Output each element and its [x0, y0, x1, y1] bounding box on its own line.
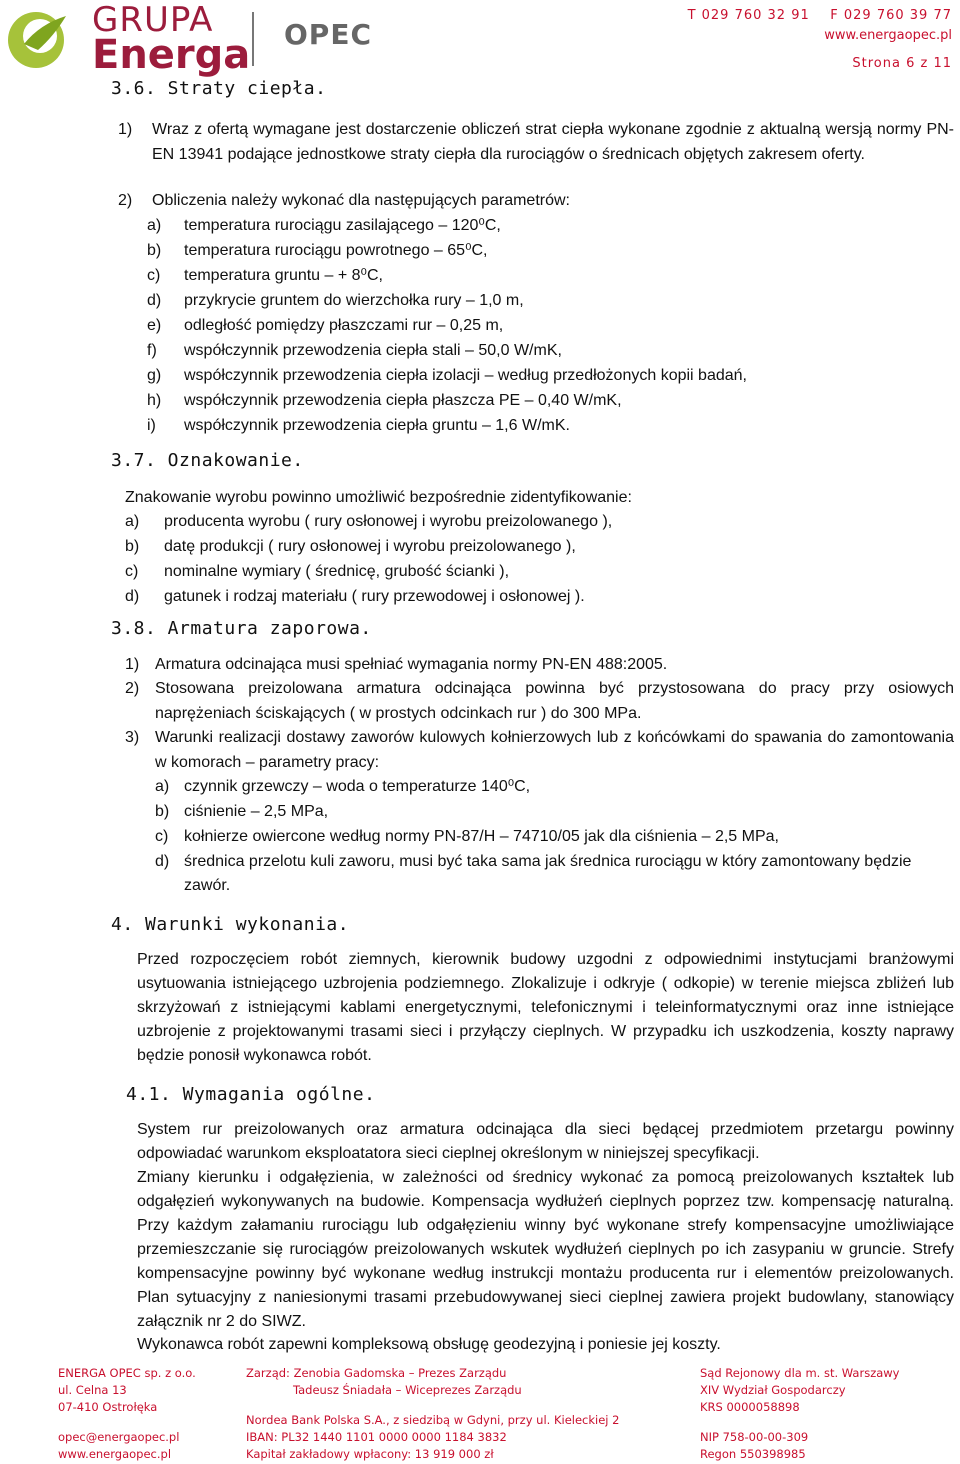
paragraph-geodesy: Wykonawca robót zapewni kompleksową obsługę geodezyjną i poniesie jej koszty. [137, 1336, 721, 1353]
footer-nip: NIP 758-00-00-309 [700, 1430, 809, 1444]
list-item-label: h) [147, 392, 162, 409]
list-item: nominalne wymiary ( średnicę, grubość ścianki ), [164, 563, 510, 580]
header-phone-fax: T 029 760 32 91 F 029 760 39 77 [687, 8, 952, 23]
header-website-link[interactable]: www.energaopec.pl [824, 28, 952, 43]
list-item: gatunek i rodzaj materiału ( rury przewodowej i osłonowej ). [164, 588, 585, 605]
paragraph-calc-params-intro: Obliczenia należy wykonać dla następujących parametrów: [152, 192, 570, 209]
list-item-label: d) [147, 292, 162, 309]
list-item-label: d) [125, 588, 140, 605]
list-number: 2) [118, 192, 133, 209]
section-heading-3-8: 3.8. Armatura zaporowa. [111, 618, 372, 639]
list-item-label: f) [147, 342, 157, 359]
list-item-label: d) [155, 853, 170, 870]
list-item-label: a) [147, 217, 162, 234]
footer-website-link[interactable]: www.energaopec.pl [58, 1447, 172, 1461]
list-item: datę produkcji ( rury osłonowej i wyrobu preizolowanego ), [164, 538, 576, 555]
footer-capital: Kapitał zakładowy wpłacony: 13 919 000 zł [246, 1447, 494, 1461]
list-item: średnica przelotu kuli zaworu, musi być taka sama jak średnica rurociągu w który zamontowany będzie zawór. [184, 853, 912, 894]
list-number: 3) [125, 729, 140, 746]
paragraph-marking-intro: Znakowanie wyrobu powinno umożliwić bezpośrednie zidentyfikowanie: [125, 489, 632, 506]
list-item: współczynnik przewodzenia ciepła gruntu – 1,6 W/mK. [184, 417, 570, 434]
footer-court-division: XIV Wydział Gospodarczy [700, 1383, 846, 1397]
list-item: współczynnik przewodzenia ciepła stali – 50,0 W/mK, [184, 342, 562, 359]
section-heading-4: 4. Warunki wykonania. [111, 914, 350, 935]
list-number: 2) [125, 680, 140, 697]
paragraph-valve-delivery: Warunki realizacji dostawy zaworów kulowych kołnierzowych lub z końcówkami do spawania do zamontowania w komorach – parametry pracy: [155, 729, 954, 771]
logo-divider [252, 12, 254, 66]
paragraph-heat-loss-requirement: Wraz z ofertą wymagane jest dostarczenie obliczeń strat ciepła wykonane zgodnie z aktualną wersją normy PN-EN 13941 podające jednostkowe straty ciepła dla rurociągów o średnicach objętych zakresem oferty. [152, 121, 954, 163]
list-item: temperatura rurociągu powrotnego – 65⁰C, [184, 242, 488, 259]
list-item-label: b) [155, 803, 170, 820]
list-item-label: a) [125, 513, 140, 530]
list-item-label: b) [125, 538, 140, 555]
list-item-label: i) [147, 417, 156, 434]
list-number: 1) [125, 656, 140, 673]
footer-email-link[interactable]: opec@energaopec.pl [58, 1430, 180, 1444]
paragraph-execution-conditions: Przed rozpoczęciem robót ziemnych, kierownik budowy uzgodni z odpowiednimi instytucjami branżowymi usytuowania istniejącego uzbrojenia podziemnego. Zlokalizuje i odkryje ( odkopie) w terenie miejsca zbliżeń lub skrzyżowań z istniejącymi kablami energetycznymi, telefonicznymi i teleinformatycznymi oraz inne istniejące uzbrojenie z projektowanymi trasami sieci i przyłączy cieplnych. W przypadku ich uszkodzenia, koszty naprawy będzie ponosił wykonawca robót. [137, 951, 954, 1064]
list-item: kołnierze owiercone według normy PN-87/H – 74710/05 jak dla ciśnienia – 2,5 MPa, [184, 828, 779, 845]
footer-regon: Regon 550398985 [700, 1447, 806, 1461]
list-item: ciśnienie – 2,5 MPa, [184, 803, 329, 820]
paragraph-general-requirements: System rur preizolowanych oraz armatura odcinająca dla sieci będącej przedmiotem przetargu powinny odpowiadać warunkom eksploatatora sieci cieplnej określonym w niniejszej specyfikacji. [137, 1121, 954, 1162]
list-item-label: a) [155, 778, 170, 795]
list-item: temperatura rurociągu zasilającego – 120⁰C, [184, 217, 501, 234]
footer-board-vice: Tadeusz Śniadała – Wiceprezes Zarządu [293, 1383, 522, 1397]
section-heading-3-7: 3.7. Oznakowanie. [111, 450, 304, 471]
paragraph-compensation: Zmiany kierunku i odgałęzienia, w zależności od średnicy wykonać za pomocą preizolowanych kształtek lub odgałęzień wykonywanych na budowie. Kompensacja wydłużeń cieplnych poprzez tzw. kompensację naturalną. Przy każdym załamaniu rurociągu lub odgałęzieniu winny być wykonane strefy kompensacyjne umożliwiające przemieszczanie się rurociągów preizolowanych wskutek wydłużeń cieplnych po ich zasypaniu w gruncie. Strefy kompensacyjne powinny być wykonane według instrukcji montażu producenta rur i elementów preizolowanych. Plan sytuacyjny z naniesionymi trasami przebudowywanej sieci cieplnej zawiera projekt budowlany, stanowiący załącznik nr 2 do SIWZ. [137, 1169, 954, 1330]
list-item: czynnik grzewczy – woda o temperaturze 140⁰C, [184, 778, 531, 795]
list-item: współczynnik przewodzenia ciepła izolacji – według przedłożonych kopii badań, [184, 367, 747, 384]
list-item-label: g) [147, 367, 162, 384]
list-item: temperatura gruntu – + 8⁰C, [184, 267, 383, 284]
list-number: 1) [118, 121, 133, 138]
logo-text-energa: Energa [92, 32, 251, 78]
list-item-label: c) [155, 828, 169, 845]
page-number: Strona 6 z 11 [852, 56, 952, 71]
footer-iban: IBAN: PL32 1440 1101 0000 0000 1184 3832 [246, 1430, 507, 1444]
paragraph-valve-stress: Stosowana preizolowana armatura odcinająca powinna być przystosowana do pracy przy osiowych naprężeniach ściskających ( w prostych odcinkach rur ) do 300 MPa. [155, 680, 954, 722]
section-heading-4-1: 4.1. Wymagania ogólne. [126, 1084, 376, 1105]
footer-bank: Nordea Bank Polska S.A., z siedzibą w Gdyni, przy ul. Kieleckiej 2 [246, 1413, 620, 1427]
footer-krs: KRS 0000058898 [700, 1400, 800, 1414]
logo-text-opec: OPEC [284, 18, 372, 51]
list-item-label: e) [147, 317, 162, 334]
footer-court: Sąd Rejonowy dla m. st. Warszawy [700, 1366, 900, 1380]
logo-text-grupa: GRUPA [92, 0, 214, 40]
section-heading-3-6: 3.6. Straty ciepła. [111, 78, 327, 99]
list-item: współczynnik przewodzenia ciepła płaszcza PE – 0,40 W/mK, [184, 392, 622, 409]
list-item: przykrycie gruntem do wierzchołka rury – 1,0 m, [184, 292, 524, 309]
list-item-label: b) [147, 242, 162, 259]
list-item: odległość pomiędzy płaszczami rur – 0,25 m, [184, 317, 504, 334]
list-item-label: c) [147, 267, 161, 284]
footer-company-name: ENERGA OPEC sp. z o.o. [58, 1366, 196, 1380]
energa-logo-icon [4, 6, 74, 72]
footer-city: 07-410 Ostrołęka [58, 1400, 158, 1414]
footer-street: ul. Celna 13 [58, 1383, 127, 1397]
list-item: producenta wyrobu ( rury osłonowej i wyrobu preizolowanego ), [164, 513, 613, 530]
footer-board-president: Zarząd: Zenobia Gadomska – Prezes Zarządu [246, 1366, 507, 1380]
paragraph-valve-norm: Armatura odcinająca musi spełniać wymagania normy PN-EN 488:2005. [155, 656, 668, 673]
list-item-label: c) [125, 563, 139, 580]
